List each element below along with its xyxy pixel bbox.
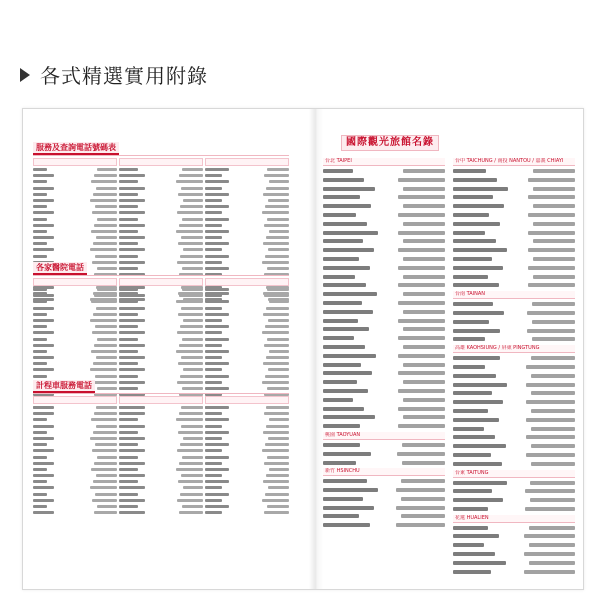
table-row (33, 480, 117, 484)
table-row (33, 199, 117, 203)
table-row (33, 193, 117, 197)
table-row (119, 331, 203, 335)
table-row (205, 431, 289, 435)
hotel-row (323, 212, 445, 218)
hotel-row (323, 423, 445, 429)
hotel-row (453, 186, 575, 192)
table-row (205, 406, 289, 410)
table-row (205, 242, 289, 246)
table-row (119, 368, 203, 372)
table-row (205, 230, 289, 234)
table-row (33, 319, 117, 323)
table-row (119, 468, 203, 472)
table-row (119, 236, 203, 240)
table-row (33, 168, 117, 172)
table-row (119, 313, 203, 317)
section-title: 計程車服務電話 (33, 380, 95, 393)
booklet-spine (309, 109, 323, 589)
hotel-row (453, 408, 575, 414)
table-row (119, 168, 203, 172)
hotel-row (453, 488, 575, 494)
hotel-row (323, 397, 445, 403)
hotel-row (453, 373, 575, 379)
table-row (205, 174, 289, 178)
table-row (33, 418, 117, 422)
hotel-column-2 (453, 157, 575, 577)
hotel-row (323, 513, 445, 519)
table-row (33, 350, 117, 354)
table-row (33, 338, 117, 342)
hotel-row (323, 353, 445, 359)
table-column-header (33, 278, 117, 286)
appendix-title: 各式精選實用附錄 (40, 64, 208, 88)
hotel-row (323, 309, 445, 315)
table-row (119, 418, 203, 422)
table-row (205, 437, 289, 441)
hotel-row (453, 282, 575, 288)
table-row (33, 462, 117, 466)
table-row (33, 406, 117, 410)
right-page (323, 135, 575, 579)
table-row (119, 205, 203, 209)
table-row (33, 356, 117, 360)
hotel-row (323, 388, 445, 394)
hotel-row (323, 203, 445, 209)
hotel-row (323, 370, 445, 376)
table-row (33, 437, 117, 441)
table-column (205, 396, 289, 517)
table-row (205, 288, 289, 292)
table-row (119, 486, 203, 490)
hotel-row (453, 203, 575, 209)
hotel-row (323, 335, 445, 341)
hotel-row (453, 443, 575, 449)
table-row (119, 224, 203, 228)
table-row (119, 474, 203, 478)
table-row (33, 230, 117, 234)
table-row (119, 242, 203, 246)
hotel-row (453, 247, 575, 253)
table-row (119, 325, 203, 329)
hotel-row (323, 451, 445, 457)
table-row (119, 199, 203, 203)
table-row (119, 499, 203, 503)
table-row (205, 218, 289, 222)
table-row (119, 211, 203, 215)
table-row (33, 362, 117, 366)
table-row (119, 493, 203, 497)
table-row (33, 505, 117, 509)
table-row (205, 319, 289, 323)
table-row (205, 449, 289, 453)
table-row (33, 499, 117, 503)
table-row (119, 511, 203, 515)
hotel-row (323, 414, 445, 420)
table-row (33, 242, 117, 246)
table-row (205, 300, 289, 304)
table-row (33, 218, 117, 222)
hotel-row (323, 265, 445, 271)
hotel-row (453, 417, 575, 423)
table-row (119, 462, 203, 466)
table-column-header (205, 158, 289, 166)
table-row (33, 425, 117, 429)
table-row (119, 437, 203, 441)
hotel-row (323, 238, 445, 244)
table-row (205, 462, 289, 466)
table-column (33, 396, 117, 517)
table-row (205, 362, 289, 366)
hotel-row (323, 194, 445, 200)
table-row (119, 344, 203, 348)
hotel-row (323, 318, 445, 324)
table-row (205, 325, 289, 329)
hotel-row (453, 274, 575, 280)
table-row (119, 307, 203, 311)
table-row (33, 443, 117, 447)
hotel-row (453, 364, 575, 370)
hotel-row (323, 230, 445, 236)
hotel-row (453, 194, 575, 200)
table-row (205, 505, 289, 509)
hotel-row (323, 487, 445, 493)
table-row (119, 350, 203, 354)
table-row (119, 362, 203, 366)
table-row (119, 431, 203, 435)
table-row (205, 480, 289, 484)
table-row (119, 300, 203, 304)
city-header: 台東 TAITUNG (453, 470, 575, 478)
table-row (33, 474, 117, 478)
booklet-spread (22, 108, 584, 590)
table-row (205, 294, 289, 298)
hotel-row (453, 212, 575, 218)
table-row (205, 344, 289, 348)
table-row (119, 449, 203, 453)
section-title: 各家醫院電話 (33, 262, 87, 275)
table-row (33, 456, 117, 460)
table-row (205, 187, 289, 191)
hotel-row (323, 291, 445, 297)
hotel-row (453, 221, 575, 227)
table-row (205, 499, 289, 503)
table-row (205, 486, 289, 490)
table-row (205, 331, 289, 335)
city-header: 台北 TAIPEI (323, 158, 445, 166)
hotel-row (453, 390, 575, 396)
table-column-header (205, 278, 289, 286)
hotel-row (453, 497, 575, 503)
table-column-header (33, 396, 117, 404)
table-row (205, 224, 289, 228)
section-title: 服務及查詢電話號碼表 (33, 142, 119, 155)
table-row (119, 425, 203, 429)
hotel-directory-title: 國際觀光旅館名錄 (341, 135, 439, 151)
table-row (119, 505, 203, 509)
hotel-row (453, 551, 575, 557)
hotel-row (453, 168, 575, 174)
table-row (205, 205, 289, 209)
table-column-header (33, 158, 117, 166)
hotel-row (323, 177, 445, 183)
hotel-row (453, 480, 575, 486)
left-page (33, 135, 289, 579)
table-row (33, 368, 117, 372)
table-column-header (119, 158, 203, 166)
table-row (205, 474, 289, 478)
table-row (33, 486, 117, 490)
hotel-row (323, 168, 445, 174)
hotel-row (453, 301, 575, 307)
table-row (205, 211, 289, 215)
table-row (33, 288, 117, 292)
table-row (205, 350, 289, 354)
table-row (33, 468, 117, 472)
table-row (119, 288, 203, 292)
hotel-row (453, 382, 575, 388)
table-row (33, 180, 117, 184)
table-row (205, 368, 289, 372)
hotel-row (323, 274, 445, 280)
hotel-row (453, 461, 575, 467)
table-column-header (119, 278, 203, 286)
hotel-row (323, 221, 445, 227)
hotel-row (323, 247, 445, 253)
table-row (205, 193, 289, 197)
table-column (119, 396, 203, 517)
table-row (119, 338, 203, 342)
table-row (33, 174, 117, 178)
table-row (33, 325, 117, 329)
table-row (205, 468, 289, 472)
hotel-row (453, 399, 575, 405)
hotel-row (453, 452, 575, 458)
hotel-row (453, 355, 575, 361)
table-row (119, 412, 203, 416)
table-row (119, 187, 203, 191)
table-row (33, 344, 117, 348)
table-row (33, 248, 117, 252)
table-row (205, 425, 289, 429)
hotel-column-1 (323, 157, 445, 577)
hotel-row (323, 505, 445, 511)
hotel-row (323, 344, 445, 350)
city-header: 花蓮 HUALIEN (453, 515, 575, 523)
hotel-row (453, 265, 575, 271)
hotel-row (323, 406, 445, 412)
hotel-row (323, 256, 445, 262)
hotel-row (323, 326, 445, 332)
hotel-row (453, 328, 575, 334)
hotel-row (323, 379, 445, 385)
hotel-row (453, 238, 575, 244)
table-row (119, 180, 203, 184)
hotel-row (323, 186, 445, 192)
hotel-row (453, 230, 575, 236)
table-row (119, 230, 203, 234)
table-row (205, 456, 289, 460)
table-row (33, 300, 117, 304)
city-header: 新竹 HSINCHU (323, 468, 445, 476)
table-row (33, 493, 117, 497)
table-row (119, 174, 203, 178)
table-row (119, 294, 203, 298)
hotel-row (453, 525, 575, 531)
hotel-row (323, 522, 445, 528)
hotel-row (453, 542, 575, 548)
table-row (205, 180, 289, 184)
city-header: 桃園 TAOYUAN (323, 432, 445, 440)
table-row (33, 307, 117, 311)
hotel-row (453, 560, 575, 566)
hotel-row (323, 362, 445, 368)
hotel-row (453, 256, 575, 262)
table-row (33, 224, 117, 228)
table-column-header (119, 396, 203, 404)
table-row (205, 443, 289, 447)
table-row (205, 356, 289, 360)
hotel-row (323, 496, 445, 502)
table-row (33, 511, 117, 515)
city-header: 台中 TAICHUNG / 南投 NANTOU / 嘉義 CHIAYI (453, 158, 575, 166)
table-row (33, 431, 117, 435)
hotel-row (323, 282, 445, 288)
hotel-row (453, 336, 575, 342)
table-row (205, 418, 289, 422)
hotel-row (323, 478, 445, 484)
hotel-row (453, 434, 575, 440)
table-row (119, 443, 203, 447)
table-row (33, 205, 117, 209)
table-row (33, 294, 117, 298)
city-header: 高雄 KAOHSIUNG / 屏東 PINGTUNG (453, 345, 575, 353)
table-row (205, 412, 289, 416)
table-row (119, 406, 203, 410)
table-row (205, 307, 289, 311)
hotel-row (453, 319, 575, 325)
section-taxi-phones (33, 373, 289, 517)
table-row (119, 218, 203, 222)
table-column-header (205, 396, 289, 404)
hotel-row (453, 310, 575, 316)
hotel-row (323, 460, 445, 466)
triangle-bullet-icon (20, 68, 30, 82)
appendix-heading (20, 60, 208, 89)
table-row (119, 356, 203, 360)
hotel-row (453, 506, 575, 512)
table-row (205, 511, 289, 515)
hotel-row (453, 177, 575, 183)
table-row (33, 211, 117, 215)
table-row (119, 456, 203, 460)
table-row (119, 193, 203, 197)
table-row (205, 168, 289, 172)
table-row (205, 248, 289, 252)
table-row (33, 412, 117, 416)
table-row (33, 449, 117, 453)
table-row (119, 319, 203, 323)
table-row (205, 338, 289, 342)
table-row (33, 187, 117, 191)
table-row (205, 313, 289, 317)
table-row (33, 313, 117, 317)
hotel-row (323, 300, 445, 306)
hotel-row (323, 442, 445, 448)
city-header: 台南 TAINAN (453, 291, 575, 299)
table-row (119, 248, 203, 252)
section-table (33, 394, 289, 517)
table-row (119, 480, 203, 484)
table-row (205, 236, 289, 240)
hotel-row (453, 426, 575, 432)
table-row (205, 493, 289, 497)
hotel-directory-table (323, 157, 575, 577)
table-row (33, 331, 117, 335)
hotel-row (453, 569, 575, 575)
table-row (33, 236, 117, 240)
hotel-row (453, 533, 575, 539)
table-row (205, 199, 289, 203)
